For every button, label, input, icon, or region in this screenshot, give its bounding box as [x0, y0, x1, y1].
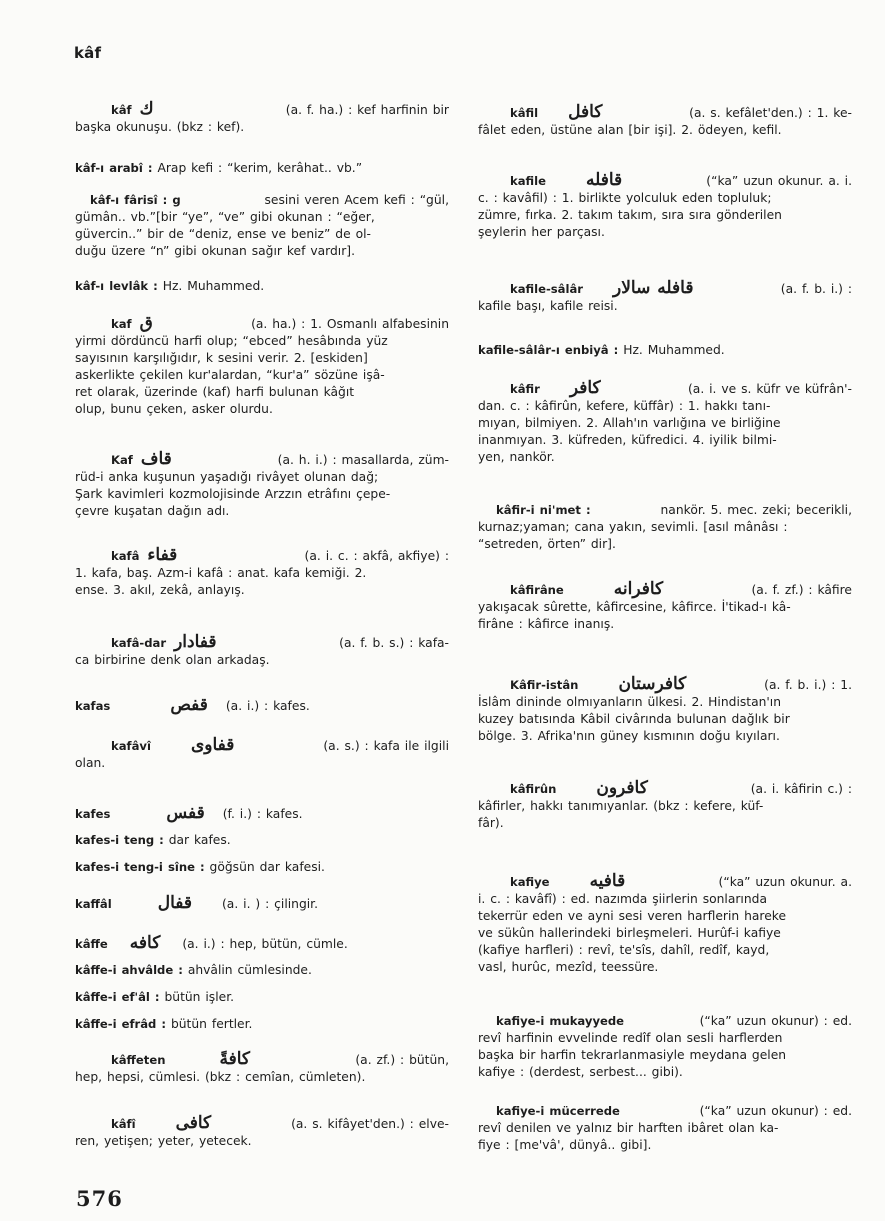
entry-kafile — [478, 172, 852, 241]
entry-line: revî denilen ve yalnız bir harften ibâret olan ka- — [478, 1121, 779, 1135]
arabic-spelling: قفس — [166, 803, 205, 823]
entry-kaf-i-farisi — [75, 192, 449, 260]
entry-line: kafile başı, kafile reisi. — [478, 299, 618, 313]
arabic-spelling: كافرون — [596, 778, 648, 798]
entry-text: (a. s. kifâyet'den.) : elve- — [291, 1117, 449, 1131]
entry-line: 1. kafa, baş. Azm-i kafâ : anat. kafa kemiği. 2. — [75, 566, 367, 580]
page-number: 576 — [76, 1186, 123, 1211]
entry-line — [75, 962, 449, 979]
entry-kaffal — [75, 895, 449, 913]
running-head: kâf — [74, 44, 102, 62]
headword: kafes — [75, 807, 111, 821]
entry-text: (“ka” uzun okunur. a. i. — [706, 174, 852, 188]
entry-kafes-i-teng — [75, 832, 449, 849]
entry-line: ca birbirine denk olan arkadaş. — [75, 653, 270, 667]
entry-line: (kafiye harfleri) : revî, te'sîs, dahîl, redîf, kayd, — [478, 943, 770, 957]
headword: kâffe-i ef'âl : — [75, 990, 160, 1004]
headword: kafile — [510, 174, 546, 188]
entry-text: (“ka” uzun okunur. a. — [718, 875, 852, 889]
entry-text: (“ka” uzun okunur) : ed. — [699, 1104, 852, 1118]
entry-text: (a. f. b. s.) : kafa- — [339, 636, 449, 650]
headword: kâffe — [75, 937, 108, 951]
headword: kaf — [111, 317, 132, 331]
entry-line: sayısının karşılığıdır, k sesini verir. 2. [eskiden] — [75, 351, 368, 365]
headword: kâfirûn — [510, 782, 557, 796]
entry-kafas — [75, 697, 449, 715]
entry-lead — [75, 451, 449, 469]
entry-line: çevre kuşatan dağın adı. — [75, 504, 230, 518]
entry-kafir-istan — [478, 676, 852, 745]
arabic-spelling: كافرانه — [613, 579, 664, 599]
entry-text: Hz. Muhammed. — [162, 279, 265, 293]
entry-line: “setreden, örten” dir]. — [478, 537, 616, 551]
entry-line — [75, 697, 449, 715]
entry-line — [75, 989, 449, 1006]
entry-line: yirmi dördüncü harfi olup; “ebced” hesâbında yüz — [75, 334, 388, 348]
entry-lead — [75, 634, 449, 652]
arabic-spelling: قفال — [157, 893, 192, 913]
headword: kafâvî — [111, 739, 151, 753]
entry-lead — [478, 104, 852, 122]
entry-line: yen, nankör. — [478, 450, 555, 464]
headword: kâfî — [111, 1117, 136, 1131]
entry-text: (a. s.) : kafa ile ilgili — [323, 739, 449, 753]
headword: kafiye — [510, 875, 550, 889]
entry-lead — [75, 1051, 449, 1069]
entry-line: mıyan, bilmiyen. 2. Allah'ın varlığına ve birliğine — [478, 416, 781, 430]
entry-line: güvercin..” bir de “deniz, ense ve beniz” de ol- — [75, 227, 371, 241]
entry-kafil — [478, 104, 852, 139]
entry-line: vasl, hurûc, mezîd, teessüre. — [478, 960, 659, 974]
entry-line: ense. 3. akıl, zekâ, anlayış. — [75, 583, 245, 597]
entry-kafes — [75, 805, 449, 823]
headword: kafâ-dar — [111, 636, 167, 650]
entry-text: dar kafes. — [168, 833, 231, 847]
headword: Kâfir-istân — [510, 678, 579, 692]
entry-kafirun — [478, 780, 852, 832]
entry-line: bölge. 3. Afrika'nın güney kısmının doğu kıyıları. — [478, 729, 780, 743]
headword: kâf-ı arabî : — [75, 161, 153, 175]
entry-lead — [478, 873, 852, 891]
entry-kafir-i-nimet — [478, 502, 852, 553]
entry-kaf-mountain — [75, 451, 449, 520]
entry-line: kurnaz;yaman; cana yakın, sevimli. [asıl mânâsı : — [478, 520, 788, 534]
arabic-spelling: كافر — [569, 378, 601, 398]
entry-lead — [478, 676, 852, 694]
entry-text: Arap kefi : “kerim, kerâhat.. vb.” — [157, 161, 363, 175]
headword: kâfirâne — [510, 583, 564, 597]
headword: kâfir-i ni'met : — [496, 503, 591, 517]
entry-line: kuzey batısında Kâbil civârında bulunan dağlık bir — [478, 712, 790, 726]
entry-text: (a. i. kâfirin c.) : — [750, 782, 852, 796]
entry-kaf-i-arabi — [75, 160, 449, 177]
entry-kafa-dar — [75, 634, 449, 669]
entry-line — [75, 859, 449, 876]
entry-kaffe-i-efal — [75, 989, 449, 1006]
entry-text: (a. f. zf.) : kâfire — [751, 583, 852, 597]
entry-lead — [478, 1013, 852, 1030]
entry-kafes-i-teng-i-sine — [75, 859, 449, 876]
entry-text: (f. i.) : kafes. — [222, 807, 303, 821]
entry-line: başka okunuşu. (bkz : kef). — [75, 120, 245, 134]
headword: kâffe-i efrâd : — [75, 1017, 167, 1031]
entry-kaf-i-levlak — [75, 278, 449, 295]
arabic-spelling: كافةً — [219, 1049, 250, 1069]
headword: kafes-i teng-i sîne : — [75, 860, 205, 874]
entry-lead — [478, 380, 852, 398]
entry-line: ve sükûn hallerindeki birleşmeleri. Hurûf-i kafiye — [478, 926, 781, 940]
entry-line: tekerrür eden ve ayni sesi veren harflerin hareke — [478, 909, 787, 923]
entry-kafirane — [478, 581, 852, 633]
entry-text: göğsün dar kafesi. — [209, 860, 325, 874]
entry-text: (a. i.) : kafes. — [225, 699, 310, 713]
arabic-spelling: قفاوى — [190, 735, 235, 755]
entry-line: fâlet eden, üstüne alan [bir işi]. 2. ödeyen, kefil. — [478, 123, 782, 137]
entry-kafiye-i-mucerrede — [478, 1103, 852, 1154]
entry-line — [75, 805, 449, 823]
entry-text: (a. i. c. : akfâ, akfiye) : — [304, 549, 449, 563]
entry-lead — [478, 581, 852, 599]
entry-text: (a. i. ) : çilingir. — [222, 897, 319, 911]
headword: kafâ — [111, 549, 140, 563]
entry-line: kafiye : (derdest, serbest... gibi). — [478, 1065, 683, 1079]
entry-lead — [478, 502, 852, 519]
entry-text: (a. s. kefâlet'den.) : 1. ke- — [689, 106, 852, 120]
arabic-spelling: قفاء — [147, 545, 178, 565]
headword: kaffâl — [75, 897, 112, 911]
entry-line: şeylerin her parçası. — [478, 225, 605, 239]
entry-text: (a. f. ha.) : kef harfinin bir — [285, 103, 449, 117]
entry-text: bütün fertler. — [170, 1017, 253, 1031]
entry-text: (“ka” uzun okunur) : ed. — [699, 1014, 852, 1028]
headword: kâffe-i ahvâlde : — [75, 963, 183, 977]
entry-kafa — [75, 547, 449, 599]
entry-line: inanmıyan. 3. küfreden, küfredici. 4. iyilik bilmi- — [478, 433, 777, 447]
entry-lead — [75, 1115, 449, 1133]
arabic-spelling: قافله سالار — [613, 278, 694, 298]
headword: kafiye-i mücerrede — [496, 1104, 620, 1118]
entry-line — [75, 832, 449, 849]
headword: kâf — [111, 103, 132, 117]
entry-text: sesini veren Acem kefi : “gül, — [264, 193, 449, 207]
entry-kaffeten — [75, 1051, 449, 1086]
entry-text: Hz. Muhammed. — [623, 343, 725, 357]
entry-kafi — [75, 1115, 449, 1150]
arabic-spelling: كافرستان — [618, 674, 687, 694]
headword: kafes-i teng : — [75, 833, 164, 847]
arabic-spelling: كافه — [129, 933, 161, 953]
entry-kafavi — [75, 737, 449, 772]
entry-line: hep, hepsi, cümlesi. (bkz : cemîan, cümleten). — [75, 1070, 366, 1084]
arabic-spelling: قاف — [140, 449, 172, 469]
headword: kâffeten — [111, 1053, 166, 1067]
entry-text: (a. zf.) : bütün, — [355, 1053, 449, 1067]
entry-line: gümân.. vb.”[bir “ye”, “ve” gibi okunan : “eğer, — [75, 210, 375, 224]
entry-line: yakışacak sûrette, kâfircesine, kâfirce. İ'tikad-ı kâ- — [478, 600, 791, 614]
headword: Kaf — [111, 453, 133, 467]
headword: kâfil — [510, 106, 539, 120]
entry-kaffe — [75, 935, 449, 953]
entry-line: i. c. : kavâfî) : ed. nazımda şiirlerin sonlarında — [478, 892, 767, 906]
entry-kafir — [478, 380, 852, 466]
entry-text: (a. i. ve s. küfr ve küfrân'- — [687, 382, 852, 396]
entry-lead — [75, 101, 449, 119]
entry-kafile-salar — [478, 280, 852, 315]
entry-text: (a. f. b. i.) : 1. — [764, 678, 852, 692]
entry-text: (a. h. i.) : masallarda, züm- — [277, 453, 449, 467]
entry-line: c. : kavâfil) : 1. birlikte yolculuk eden topluluk; — [478, 191, 772, 205]
headword: kâf-ı fârisî : g — [90, 193, 181, 207]
entry-line: firâne : kâfirce inanış. — [478, 617, 615, 631]
headword: kafile-sâlâr — [510, 282, 584, 296]
arabic-spelling: كافل — [568, 102, 603, 122]
entry-line: fiye : [me'vâ', dünyâ.. gibi]. — [478, 1138, 652, 1152]
arabic-spelling: ق — [139, 313, 153, 333]
arabic-spelling: كافى — [175, 1113, 212, 1133]
arabic-spelling: قافله — [585, 170, 623, 190]
arabic-spelling: قافيه — [589, 871, 626, 891]
entry-line: askerlikte çekilen kur'alardan, “kur'a” sözüne işâ- — [75, 368, 385, 382]
arabic-spelling: قفادار — [174, 632, 217, 652]
entry-lead — [75, 737, 449, 755]
entry-line: ren, yetişen; yeter, yetecek. — [75, 1134, 252, 1148]
entry-line — [75, 160, 449, 177]
entry-line: başka bir harfin tekrarlanmasiyle meydana gelen — [478, 1048, 787, 1062]
entry-text: (a. ha.) : 1. Osmanlı alfabesinin — [251, 317, 449, 331]
headword: kâf-ı levlâk : — [75, 279, 158, 293]
entry-lead — [478, 280, 852, 298]
entry-line — [478, 342, 852, 359]
entry-kaffe-i-ahvalde — [75, 962, 449, 979]
entry-kaf-ha — [75, 315, 449, 418]
entry-line — [75, 895, 449, 913]
entry-line: revî harfinin evvelinde redîf olan sesli harflerden — [478, 1031, 783, 1045]
entry-line: kâfirler, hakkı tanımıyanlar. (bkz : kefere, küf- — [478, 799, 764, 813]
entry-lead — [75, 192, 449, 209]
entry-text: nankör. 5. mec. zeki; becerikli, — [660, 503, 852, 517]
entry-lead — [75, 315, 449, 333]
entry-kaffe-i-efrad — [75, 1016, 449, 1033]
entry-line: Şark kavimleri kozmolojisinde Arzzın etrâfını çepe- — [75, 487, 391, 501]
entry-lead — [478, 172, 852, 190]
entry-kafiye — [478, 873, 852, 976]
entry-kafiye-i-mukayyede — [478, 1013, 852, 1081]
entry-kaf-letter — [75, 101, 449, 136]
entry-text: ahvâlin cümlesinde. — [187, 963, 312, 977]
entry-lead — [478, 1103, 852, 1120]
entry-text: bütün işler. — [164, 990, 235, 1004]
headword: kâfir — [510, 382, 540, 396]
entry-lead — [478, 780, 852, 798]
entry-text: (a. f. b. i.) : — [780, 282, 852, 296]
entry-line: olan. — [75, 756, 106, 770]
entry-line: dan. c. : kâfirûn, kefere, küffâr) : 1. hakkı tanı- — [478, 399, 771, 413]
entry-line: zümre, fırka. 2. takım takım, sıra sıra gönderilen — [478, 208, 782, 222]
headword: kafas — [75, 699, 111, 713]
entry-kafile-salar-i-enbiya — [478, 342, 852, 359]
entry-line: fâr). — [478, 816, 504, 830]
entry-text: (a. i.) : hep, bütün, cümle. — [182, 937, 348, 951]
arabic-spelling: ك — [139, 99, 154, 119]
headword: kafiye-i mukayyede — [496, 1014, 625, 1028]
entry-line: olup, bunu çeken, asker olurdu. — [75, 402, 273, 416]
entry-line: rüd-i anka kuşunun yaşadığı rivâyet olunan dağ; — [75, 470, 379, 484]
entry-line: ret olarak, üzerinde (kaf) harfi bulunan kâğıt — [75, 385, 355, 399]
headword: kafile-sâlâr-ı enbiyâ : — [478, 343, 619, 357]
entry-line — [75, 1016, 449, 1033]
entry-line: İslâm dininde olmıyanların ülkesi. 2. Hindistan'ın — [478, 695, 782, 709]
arabic-spelling: قفص — [170, 695, 208, 715]
entry-line — [75, 935, 449, 953]
entry-line — [75, 278, 449, 295]
entry-lead — [75, 547, 449, 565]
entry-line: duğu üzere “n” gibi okunan sağır kef vardır]. — [75, 244, 355, 258]
